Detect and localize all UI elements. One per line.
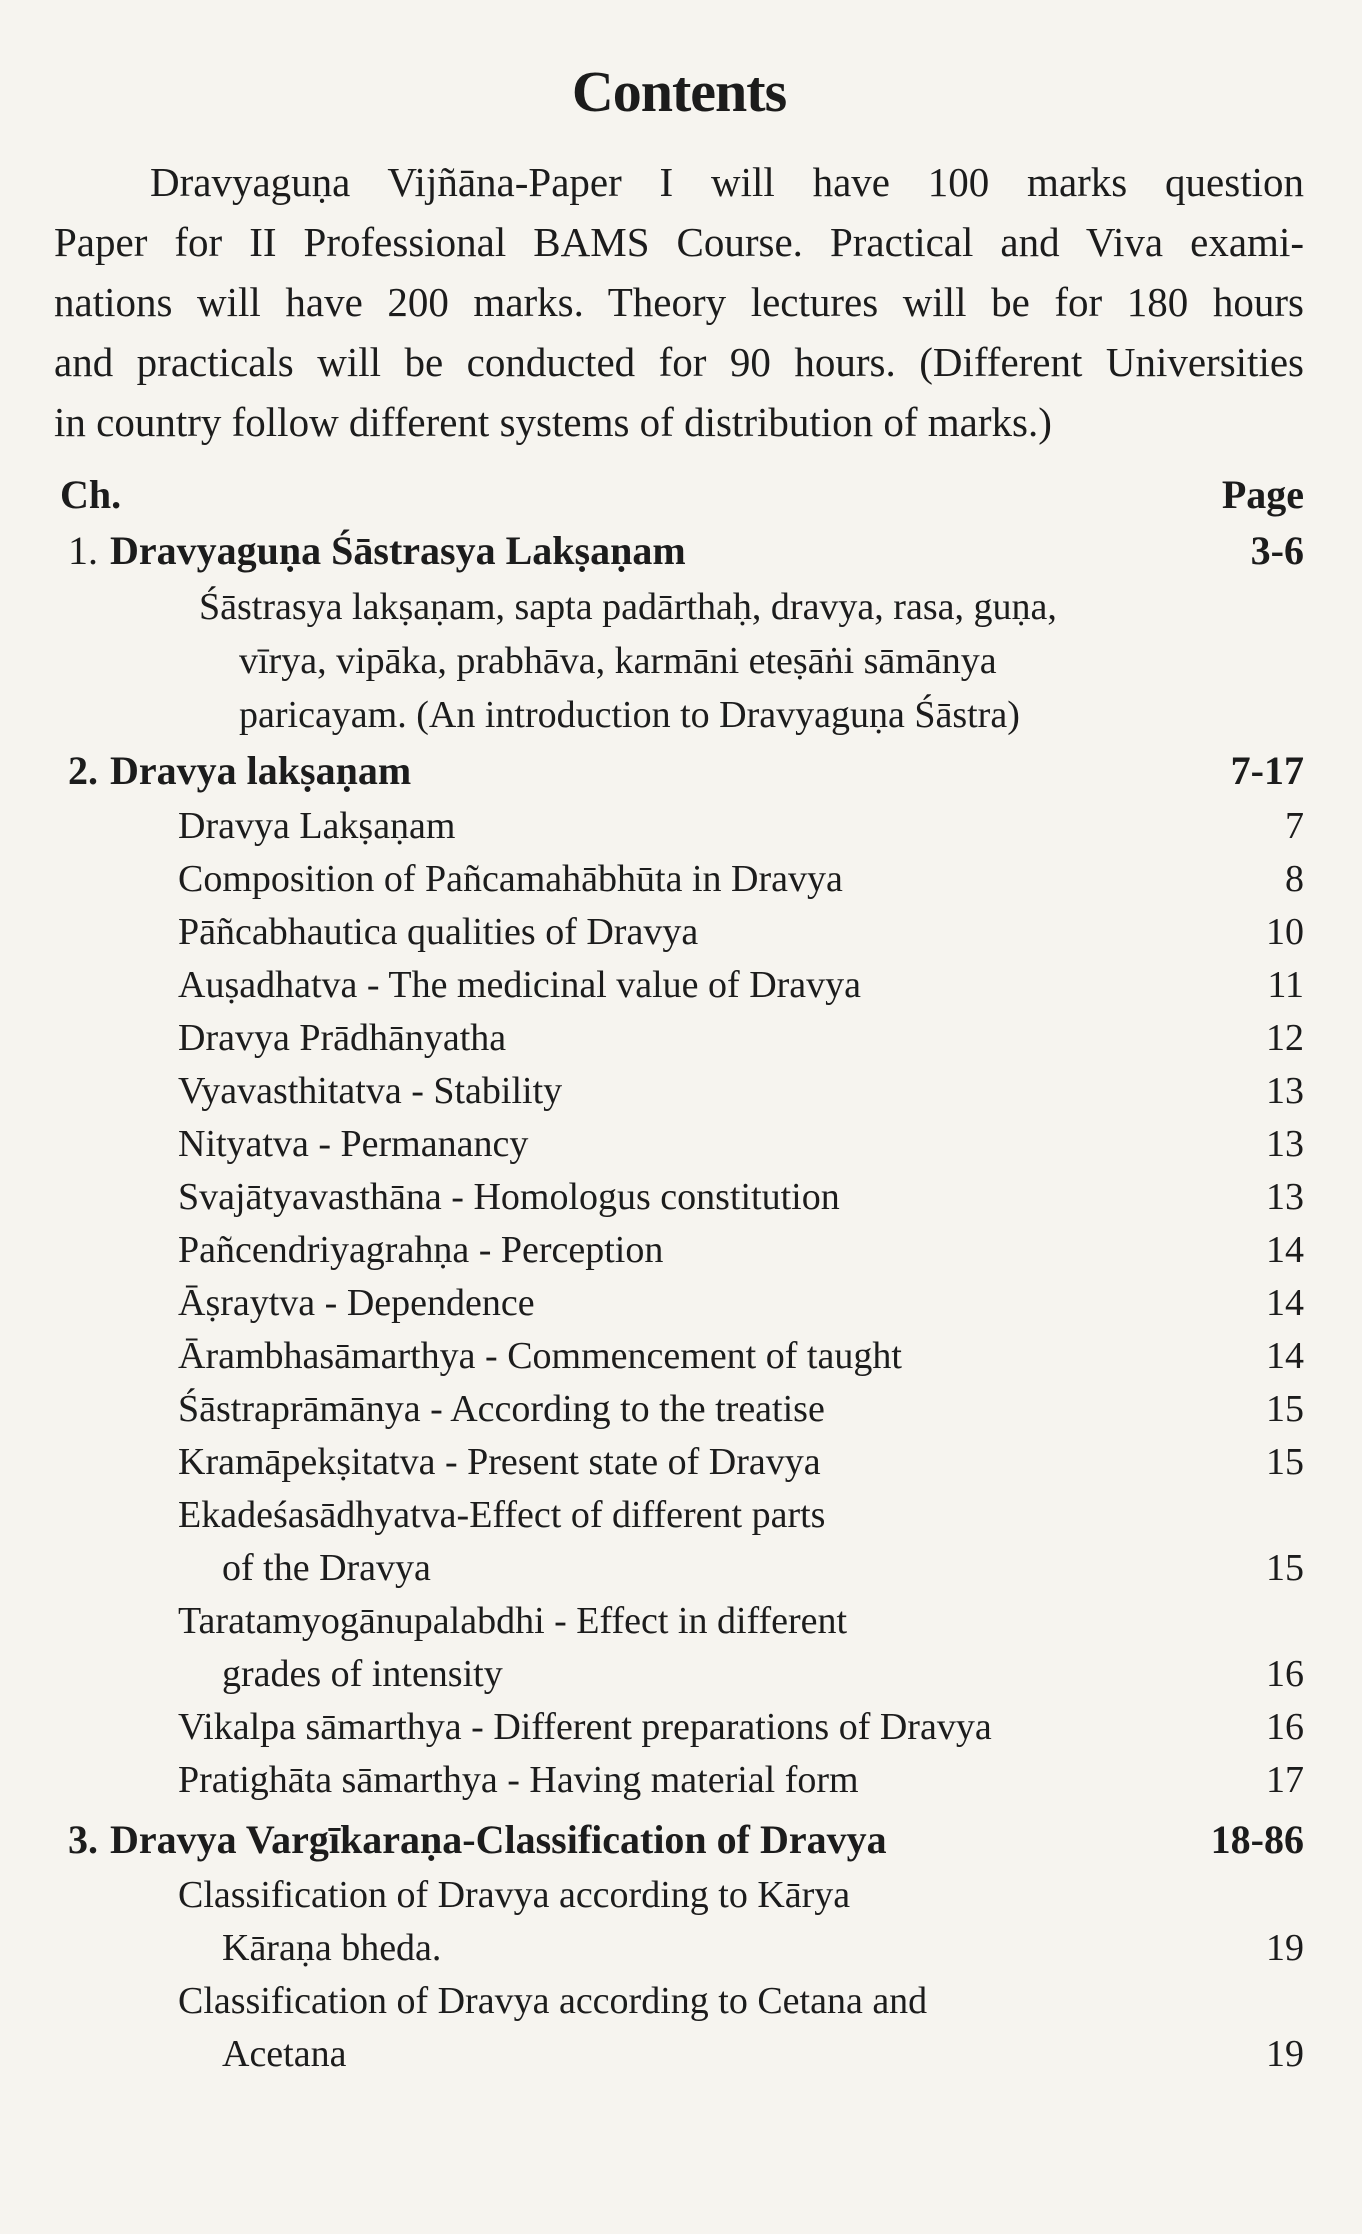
summary-line: paricayam. (An introduction to Dravyaguṇa Śāstra) xyxy=(239,694,1020,736)
entry-page: 19 xyxy=(1266,2033,1304,2075)
toc-entry xyxy=(54,959,1304,1012)
entry-label: Vyavasthitatva - Stability xyxy=(178,1070,563,1112)
entry-label: Ārambhasāmarthya - Commencement of taught xyxy=(178,1335,902,1377)
entry-page: 16 xyxy=(1266,1653,1304,1695)
toc-entry xyxy=(54,1922,1304,1975)
chapter-number: 1. xyxy=(68,528,98,573)
entry-page: 12 xyxy=(1266,1017,1304,1059)
entry-page: 15 xyxy=(1266,1388,1304,1430)
toc-entry-first-line: Ekadeśasādhyatva-Effect of different parts xyxy=(178,1494,826,1536)
entry-page: 15 xyxy=(1266,1547,1304,1589)
chapter-column-label: Ch. xyxy=(60,472,122,517)
entry-page: 7 xyxy=(1285,805,1304,847)
entry-page: 13 xyxy=(1266,1123,1304,1165)
entry-page: 17 xyxy=(1266,1759,1304,1801)
entry-page: 11 xyxy=(1267,964,1304,1006)
entry-label: Dravya Prādhānyatha xyxy=(178,1017,507,1059)
toc-entry xyxy=(54,1065,1304,1118)
entry-label: Dravya Lakṣaṇam xyxy=(178,805,456,847)
entry-page: 14 xyxy=(1266,1282,1304,1324)
entry-label: Svajātyavasthāna - Homologus constitution xyxy=(178,1176,840,1218)
entry-label: Pāñcabhautica qualities of Dravya xyxy=(178,911,699,953)
entry-page: 14 xyxy=(1266,1229,1304,1271)
toc-entry xyxy=(54,1542,1304,1595)
toc-entry-first-line: Taratamyogānupalabdhi - Effect in different xyxy=(178,1600,848,1642)
entry-page: 16 xyxy=(1266,1706,1304,1748)
entry-label: Auṣadhatva - The medicinal value of Dravya xyxy=(178,964,862,1006)
chapter-pages: 3-6 xyxy=(1250,528,1304,573)
summary-line: Śāstrasya lakṣaṇam, sapta padārthaḥ, dravya, rasa, guṇa, xyxy=(199,586,1057,628)
toc-entry-first-line: Classification of Dravya according to Kārya xyxy=(178,1874,851,1916)
entry-page: 19 xyxy=(1266,1927,1304,1969)
intro-line: and practicals will be conducted for 90 hours. (Different Universities xyxy=(54,339,1304,385)
entry-page: 10 xyxy=(1266,911,1304,953)
toc-entry xyxy=(54,853,1304,906)
toc-entry xyxy=(54,1277,1304,1330)
entry-label-cont: Acetana xyxy=(222,2033,347,2075)
chapter-title: Dravya lakṣaṇam xyxy=(110,748,412,793)
entry-page: 15 xyxy=(1266,1441,1304,1483)
chapter-heading xyxy=(54,742,1304,800)
entry-label: Āṣraytva - Dependence xyxy=(178,1282,535,1324)
toc-entry xyxy=(54,906,1304,959)
chapter-title: Dravya Vargīkaraṇa-Classification of Dravya xyxy=(110,1817,887,1862)
entry-label-cont: of the Dravya xyxy=(222,1547,431,1589)
chapter-pages: 18-86 xyxy=(1210,1817,1304,1862)
entry-page: 8 xyxy=(1285,858,1304,900)
toc-entry xyxy=(54,1701,1304,1754)
entry-label: Śāstraprāmānya - According to the treatise xyxy=(178,1388,825,1430)
chapter-number: 3. xyxy=(68,1817,98,1862)
toc-entry xyxy=(54,1012,1304,1065)
chapter-summary xyxy=(54,580,1304,742)
toc-entry xyxy=(54,1171,1304,1224)
contents-page xyxy=(54,0,1304,2081)
column-header xyxy=(54,464,1304,526)
entry-label: Composition of Pañcamahābhūta in Dravya xyxy=(178,858,843,900)
intro-line: Paper for II Professional BAMS Course. Practical and Viva exami- xyxy=(54,219,1304,265)
entry-label-cont: grades of intensity xyxy=(222,1653,503,1695)
entry-label: Pañcendriyagrahṇa - Perception xyxy=(178,1229,664,1271)
page-column-label: Page xyxy=(1221,472,1304,517)
entry-label: Vikalpa sāmarthya - Different preparations of Dravya xyxy=(178,1706,992,1748)
intro-line: in country follow different systems of distribution of marks.) xyxy=(54,399,1052,445)
toc-entry xyxy=(54,1754,1304,1807)
toc-entry xyxy=(54,1436,1304,1489)
toc-entry xyxy=(54,1383,1304,1436)
toc-entry xyxy=(54,1330,1304,1383)
entry-label: Pratighāta sāmarthya - Having material form xyxy=(178,1759,859,1801)
page-title: Contents xyxy=(571,59,787,124)
summary-line: vīrya, vipāka, prabhāva, karmāni eteṣāṅi sāmānya xyxy=(239,640,997,682)
intro-line: nations will have 200 marks. Theory lectures will be for 180 hours xyxy=(54,279,1304,325)
entry-page: 13 xyxy=(1266,1176,1304,1218)
intro-paragraph xyxy=(54,152,1304,452)
chapter-number: 2. xyxy=(68,748,98,793)
chapter-pages: 7-17 xyxy=(1230,748,1304,793)
toc-entry xyxy=(54,1648,1304,1701)
entry-page: 14 xyxy=(1266,1335,1304,1377)
entry-label: Kramāpekṣitatva - Present state of Dravya xyxy=(178,1441,821,1483)
chapter-heading xyxy=(54,1811,1304,1869)
toc-entry xyxy=(54,1118,1304,1171)
toc-entry-first-line: Classification of Dravya according to Cetana and xyxy=(178,1980,928,2022)
intro-line: Dravyaguṇa Vijñāna-Paper I will have 100 marks question xyxy=(150,159,1304,205)
toc-entry xyxy=(54,800,1304,853)
chapter-heading xyxy=(54,522,1304,580)
toc-entry xyxy=(54,2028,1304,2081)
entry-page: 13 xyxy=(1266,1070,1304,1112)
chapter-title: Dravyaguṇa Śāstrasya Lakṣaṇam xyxy=(110,528,686,573)
entry-label: Nityatva - Permanancy xyxy=(178,1123,529,1165)
toc-entry xyxy=(54,1224,1304,1277)
entry-label-cont: Kāraṇa bheda. xyxy=(222,1927,442,1969)
